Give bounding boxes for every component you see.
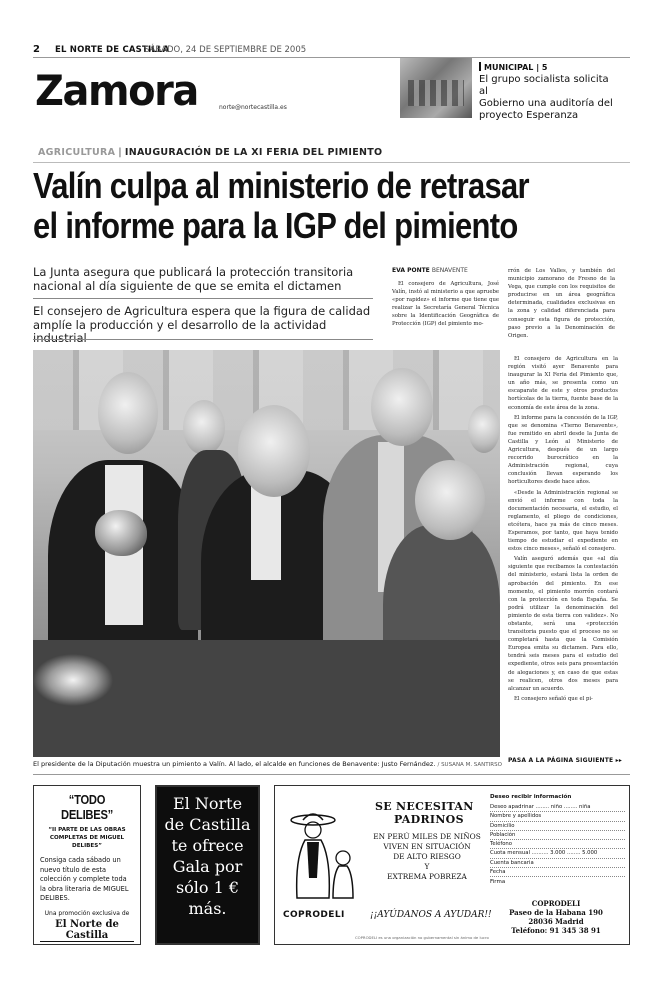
teaser-bar (479, 62, 481, 71)
ad-subtitle (40, 826, 134, 850)
publication-name: EL NORTE DE CASTILLA (55, 45, 170, 55)
deck-divider (33, 339, 373, 340)
held-pepper (95, 510, 147, 556)
ad-body: Consiga cada sábado un nuevo título de esta colección y complete toda la obra literaria de MIGUEL DELIBES. (40, 856, 129, 902)
teaser-headline[interactable] (479, 74, 619, 122)
ad-body (367, 832, 487, 882)
body-column-3 (508, 355, 618, 753)
ad-fine-print: COPRODELI es una organización no gubernamental sin ánimo de lucro (355, 935, 489, 940)
teaser-line: Gobierno una auditoría del (479, 98, 613, 109)
ad-body-line: EXTREMA POBREZA (387, 872, 467, 881)
body-paragraph: El consejero señaló que el pi- (514, 695, 593, 702)
peppers-display (33, 640, 500, 757)
ad-body-line: EN PERÚ MILES DE NIÑOS (373, 832, 481, 841)
photo-caption (33, 760, 503, 770)
head-left (98, 372, 158, 454)
page-header (33, 44, 630, 58)
photo-credit: / SUSANA M. SANTIRSO (437, 762, 502, 768)
deck-primary (33, 266, 378, 293)
form-signature[interactable]: Firma (490, 879, 506, 886)
page-number: 2 (33, 44, 40, 55)
address-line: 28036 Madrid (528, 917, 584, 926)
teaser-line: proyecto Esperanza (479, 110, 579, 121)
kicker-subject: INAUGURACIÓN DE LA XI FERIA DEL PIMIENTO (124, 147, 383, 158)
ad-subtitle-line: “II PARTE DE LAS OBRAS (48, 827, 126, 833)
head-background (183, 400, 225, 455)
newspaper-logo: El Norte de Castilla (40, 919, 134, 942)
address-line: COPRODELI (531, 899, 581, 908)
form-title: Deseo recibir información (490, 794, 572, 800)
ad-heading: PADRINOS (394, 813, 464, 826)
form-field[interactable]: Fecha (490, 868, 625, 877)
kicker-topic: AGRICULTURA (38, 147, 116, 158)
ad-gala-line: más. (188, 899, 227, 918)
kicker-separator: | (118, 147, 122, 158)
form-field[interactable]: Deseo apadrinar ........ niño ........ niña (490, 803, 625, 812)
deck-line: nacional al día siguiente de que se emita el dictamen (33, 278, 342, 293)
teaser-photo[interactable] (400, 58, 472, 118)
teaser-page-ref: 5 (541, 63, 548, 72)
form-field[interactable]: Población (490, 831, 625, 840)
deck-line: amplíe la producción y el desarrollo de la actividad industrial (33, 317, 327, 345)
body-column-1 (392, 280, 499, 348)
ad-gala[interactable] (155, 785, 260, 945)
deck-line: El consejero de Agricultura espera que la figura de calidad (33, 304, 371, 318)
byline (392, 267, 468, 274)
head-far-right (415, 460, 485, 540)
body-column-2 (508, 267, 615, 352)
deck-line: La Junta asegura que publicará la protección transitoria (33, 265, 354, 279)
head-edge (468, 405, 500, 453)
ad-body-line: DE ALTO RIESGO (393, 852, 461, 861)
body-paragraph: El informe para la concesión de la IGP, que se denomina «Tierno Benavente», fue remitido en abril desde la Junta de Castilla y León al Ministerio de Agricultura, después de un largo recorrido burocrático en la Administración regional, cuya conclusión llevan esperando los horticultores desde hace años. (508, 414, 618, 486)
ad-gala-line: El Norte (172, 794, 243, 813)
org-address (501, 899, 611, 935)
ad-todo-delibes[interactable] (33, 785, 141, 945)
issue-date: SÁBADO, 24 DE SEPTIEMBRE DE 2005 (144, 45, 307, 55)
headline-line: el informe para la IGP del pimiento (33, 205, 518, 246)
deck-divider (33, 298, 373, 299)
teaser-kicker-label: MUNICIPAL (484, 63, 534, 72)
body-paragraph: El consejero de Agricultura, José Valín, instó al ministerio a que apruebe «por rapidez» el informe que tiene que realizar la Secretaría General Técnica sobre la Identificación Geográfica de Protección (IGP) del pimiento mo- (392, 281, 499, 328)
ad-gala-line: sólo 1 € (175, 878, 240, 897)
teaser-line: El grupo socialista solicita al (479, 74, 609, 97)
sponsor-form[interactable] (490, 794, 625, 885)
caption-text: El presidente de la Diputación muestra un pimiento a Valín. Al lado, el alcalde en funciones de Benavente: Justo Fernández. (33, 760, 436, 768)
headline-line: Valín culpa al ministerio de retrasar (33, 165, 529, 206)
ad-footer: Una promoción exclusiva de (44, 909, 130, 917)
ads-divider (33, 774, 630, 775)
article-kicker (38, 147, 382, 158)
article-photo (33, 350, 500, 757)
form-field[interactable]: Teléfono (490, 840, 625, 849)
ad-title: “TODO DELIBES” (60, 792, 113, 822)
ad-coprodeli[interactable] (274, 785, 630, 945)
head-right (371, 368, 433, 446)
head-center (238, 405, 310, 497)
ad-gala-line: Gala por (172, 857, 243, 876)
form-field[interactable]: Nombre y apellidos (490, 812, 625, 821)
form-field[interactable]: Cuenta bancaria (490, 859, 625, 868)
continue-link[interactable]: PASA A LA PÁGINA SIGUIENTE ▸▸ (508, 757, 623, 764)
form-field[interactable]: Domicilio (490, 822, 625, 831)
body-paragraph: Valín aseguró además que «al día siguiente que recibamos la contestación del ministerio, estará lista la orden de aprobación del pimiento. En ese momento, el pimiento morrón contará con la protección en toda España. Se podrá utilizar la denominación del pimiento de esta tierra con validez». No obstante, será una «protección transitoria puesto que el proceso no se completará hasta que la Comisión Europea emita su dictamen. Para ello, tendrá seis meses para el estudio del expediente, otros seis para presentación de alegaciones y, en caso de que estas se realicen, otros dos meses para alcanzar un acuerdo. (508, 556, 618, 692)
byline-author: EVA PONTE (392, 267, 430, 274)
ad-heading: SE NECESITAN (375, 800, 474, 813)
kicker-divider (33, 162, 630, 163)
address-line: Paseo de la Habana 190 (509, 908, 603, 917)
ad-slogan: ¡¡AYÚDANOS A AYUDAR!! (370, 910, 492, 920)
form-field[interactable]: Cuota mensual .......... 3.000 ........ 5.000 (490, 849, 625, 858)
body-paragraph: rrón de Los Valles, y también del municipio zamorano de Fresno de la Vega, que cumple con los requisitos de producirse en un área geográfica determinada, cualidades exclusivas en la zona y calidad diferenciada para conseguir esta figura de protección, paso previo a la Denominación de Origen. (508, 268, 615, 339)
ad-body-line: Y (424, 862, 430, 871)
ad-gala-line: te ofrece (171, 836, 244, 855)
ad-subtitle-line: COMPLETAS DE MIGUEL DELIBES” (49, 835, 125, 849)
body-paragraph: «Desde la Administración regional se envió el informe con toda la documentación necesaria, el estudio, el reglamento, el pliego de condiciones, etcétera, hace ya más de cinco meses. Esperamos, por tanto, que haya tenido tiempo de estudiar el expediente en estos cinco meses», señaló el consejero. (508, 489, 618, 553)
body-paragraph: El consejero de Agricultura en la región visitó ayer Benavente para inaugurar la XI Feria del Pimiento que, un año más, se presenta como un escaparate de este y otros productos hortícolas de la tierra, fuente base de la economía de este área de la zona. (508, 356, 618, 411)
teaser-kicker[interactable]: MUNICIPAL | 5 (479, 62, 547, 72)
byline-city: BENAVENTE (431, 267, 468, 274)
address-line: Teléfono: 91 345 38 91 (511, 926, 601, 935)
ad-body-line: VIVEN EN SITUACIÓN (383, 842, 471, 851)
ad-gala-line: de Castilla (164, 815, 251, 834)
article-headline (33, 166, 549, 246)
section-title: Zamora (35, 66, 198, 115)
section-email[interactable]: norte@nortecastilla.es (219, 104, 287, 111)
children-illustration-icon (283, 808, 363, 903)
org-name: COPRODELI (283, 910, 345, 920)
